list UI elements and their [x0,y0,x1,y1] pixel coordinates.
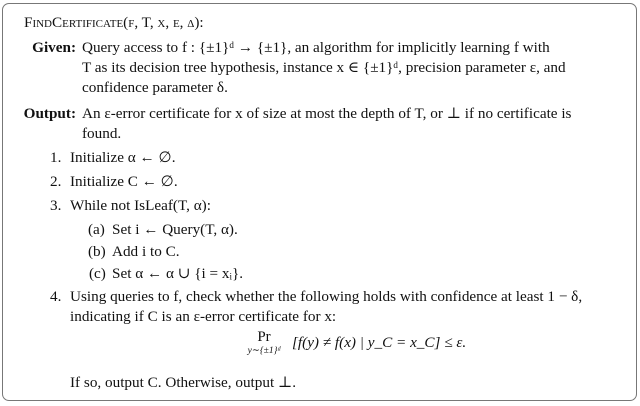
given-line: Query access to f : {±1}ᵈ → {±1}, an algorithm for implicitly learning f with [82,39,550,56]
step-number: 4. [50,288,62,305]
final-line: If so, output C. Otherwise, output ⊥. [70,374,297,391]
step-text: Initialize α ← ∅. [70,149,176,166]
substep-text: Set i ← Query(T, α). [112,221,238,238]
step-text: Using queries to f, check whether the following holds with confidence at least 1 − δ, [70,288,583,305]
probability-operator [238,329,290,356]
substep-text: Add i to C. [112,243,180,260]
substep-number: (c) [89,265,106,282]
pr-subscript: y∼{±1}ᵈ [247,346,281,356]
substep-text: Set α ← α ∪ {i = xᵢ}. [112,265,244,282]
step-text: While not IsLeaf(T, α): [70,197,211,214]
substep-number: (b) [88,243,106,260]
step-number: 2. [50,173,62,190]
output-line: An ε-error certificate for x of size at most the depth of T, or ⊥ if no certificate is [82,105,572,122]
step-text: Initialize C ← ∅. [70,173,178,190]
given-line: T as its decision tree hypothesis, instance x ∈ {±1}ᵈ, precision parameter ε, and [82,59,566,76]
formula-body: [f(y) ≠ f(x) | y_C = x_C] ≤ ε. [292,334,467,351]
substep-number: (a) [88,221,105,238]
step-number: 3. [50,197,62,214]
algorithm-title: FindCertificate(f, T, x, ε, δ): [24,14,204,31]
given-label: Given: [32,39,76,56]
step-number: 1. [50,149,62,166]
pr-symbol: Pr [257,329,271,345]
step-text-continued: indicating if C is an ε-error certificate for x: [70,308,337,325]
given-line: confidence parameter δ. [82,79,228,96]
output-label: Output: [23,105,76,122]
output-line: found. [82,125,122,142]
